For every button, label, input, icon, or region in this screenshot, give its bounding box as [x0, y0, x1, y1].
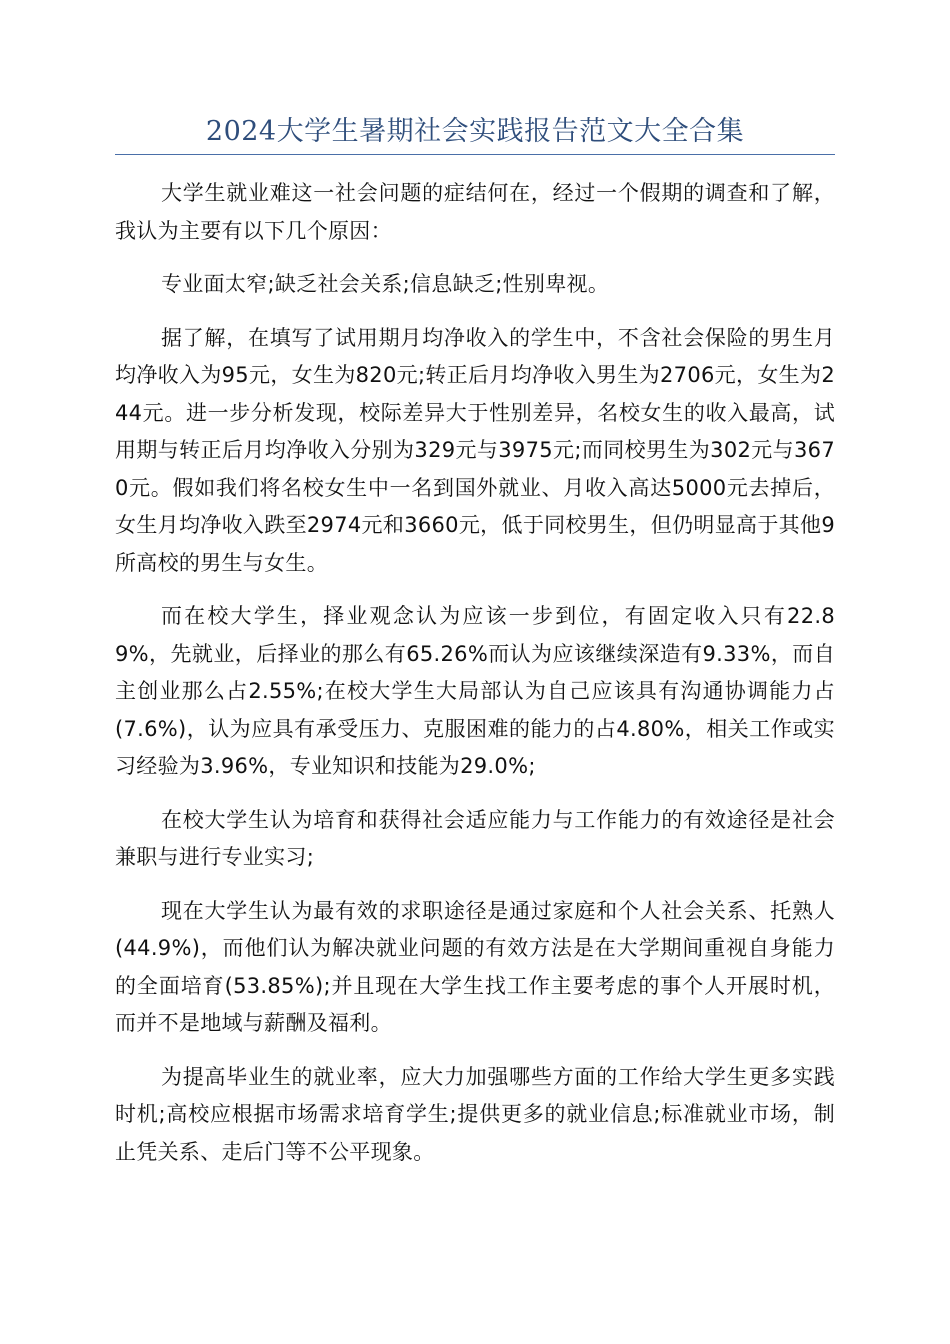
paragraph-ability-paths: 在校大学生认为培育和获得社会适应能力与工作能力的有效途径是社会兼职与进行专业实习;: [115, 807, 835, 869]
document-body: [115, 175, 835, 1187]
paragraph-causes-intro: 大学生就业难这一社会问题的症结何在，经过一个假期的调查和了解，我认为主要有以下几个原因：: [115, 181, 835, 243]
paragraph-recommendations: 为提高毕业生的就业率，应大力加强哪些方面的工作给大学生更多实践时机;高校应根据市场需求培育学生;提供更多的就业信息;标准就业市场，制止凭关系、走后门等不公平现象。: [115, 1064, 835, 1164]
paragraph-causes-list: 专业面太窄;缺乏社会关系;信息缺乏;性别卑视。: [161, 272, 610, 296]
paragraph-income-analysis: 据了解，在填写了试用期月均净收入的学生中，不含社会保险的男生月均净收入为95元，女生为820元;转正后月均净收入男生为2706元，女生为244元。进一步分析发现，校际差异大于性别差异，名校女生的收入最高，试用期与转正后月均净收入分别为329元与3975元;而同校男生为302元与3670元。假如我们将名校女生中一名到国外就业、月收入高达5000元去掉后，女生月均净收入跌至2974元和3660元，低于同校男生，但仍明显高于其他9所高校的男生与女生。: [115, 325, 835, 575]
paragraph-job-search: 现在大学生认为最有效的求职途径是通过家庭和个人社会关系、托熟人(44.9%)，而他们认为解决就业问题的有效方法是在大学期间重视自身能力的全面培育(53.85%);并且现在大学生找工作主要考虑的事个人开展时机，而并不是地域与薪酬及福利。: [115, 898, 835, 1035]
paragraph-career-attitudes: 而在校大学生，择业观念认为应该一步到位，有固定收入只有22.89%，先就业，后择业的那么有65.26%而认为应该继续深造有9.33%，而自主创业那么占2.55%;在校大学生大局部认为自己应该具有沟通协调能力占(7.6%)，认为应具有承受压力、克服困难的能力的占4.80%，相关工作或实习经验为3.96%，专业知识和技能为29.0%;: [115, 604, 835, 778]
page-title: 2024大学生暑期社会实践报告范文大全合集: [205, 116, 745, 147]
title-underline: [115, 154, 835, 155]
